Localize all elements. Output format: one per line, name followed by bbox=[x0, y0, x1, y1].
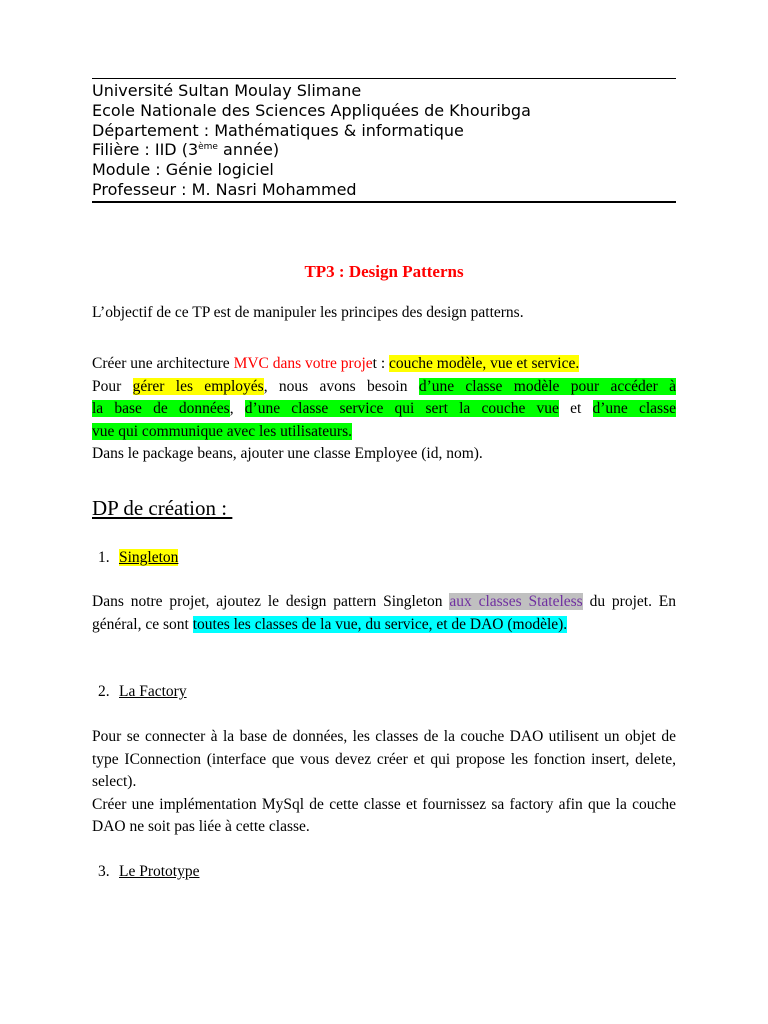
header-module: Module : Génie logiciel bbox=[92, 160, 274, 180]
list-item-singleton: 1. Singleton bbox=[98, 549, 179, 566]
objective-paragraph: L’objectif de ce TP est de manipuler les principes des design patterns. bbox=[92, 304, 524, 321]
document-title: TP3 : Design Patterns bbox=[304, 262, 464, 281]
list-item-factory: 2. La Factory bbox=[98, 683, 187, 700]
header-school: Ecole Nationale des Sciences Appliquées de Khouribga bbox=[92, 100, 531, 120]
document-header bbox=[92, 78, 676, 203]
mvc-paragraph: Créer une architecture MVC dans votre projet : couche modèle, vue et service. Pour gérer les employés, nous avons besoin d’une classe modèle pour accéder à la base de données, d’une classe service qui sert la couche vue et d’une classe vue qui communique avec les utilisateurs. Dans le package beans, ajouter une classe Employee (id, nom). bbox=[92, 355, 676, 463]
header-university: Université Sultan Moulay Slimane bbox=[92, 81, 362, 100]
header-department: Département : Mathématiques & informatique bbox=[92, 120, 464, 140]
section-heading: DP de création : bbox=[92, 496, 233, 520]
header-professeur: Professeur : M. Nasri Mohammed bbox=[92, 179, 357, 199]
singleton-paragraph: Dans notre projet, ajoutez le design pattern Singleton aux classes Stateless du projet. En général, ce sont toutes les classes de la vue, du service, et de DAO (modèle). bbox=[92, 593, 677, 633]
header-filiere: Filière : IID (3ème année) bbox=[92, 140, 280, 160]
list-item-prototype: 3. Le Prototype bbox=[98, 863, 200, 880]
factory-paragraph: Pour se connecter à la base de données, les classes de la couche DAO utilisent un objet de type IConnection (interface que vous devez créer et qui propose les fonction insert, delete, select). Créer une implémentation MySql de cette classe et fournissez sa factory afin que la couche DAO ne soit pas liée à cette classe. bbox=[92, 728, 676, 836]
